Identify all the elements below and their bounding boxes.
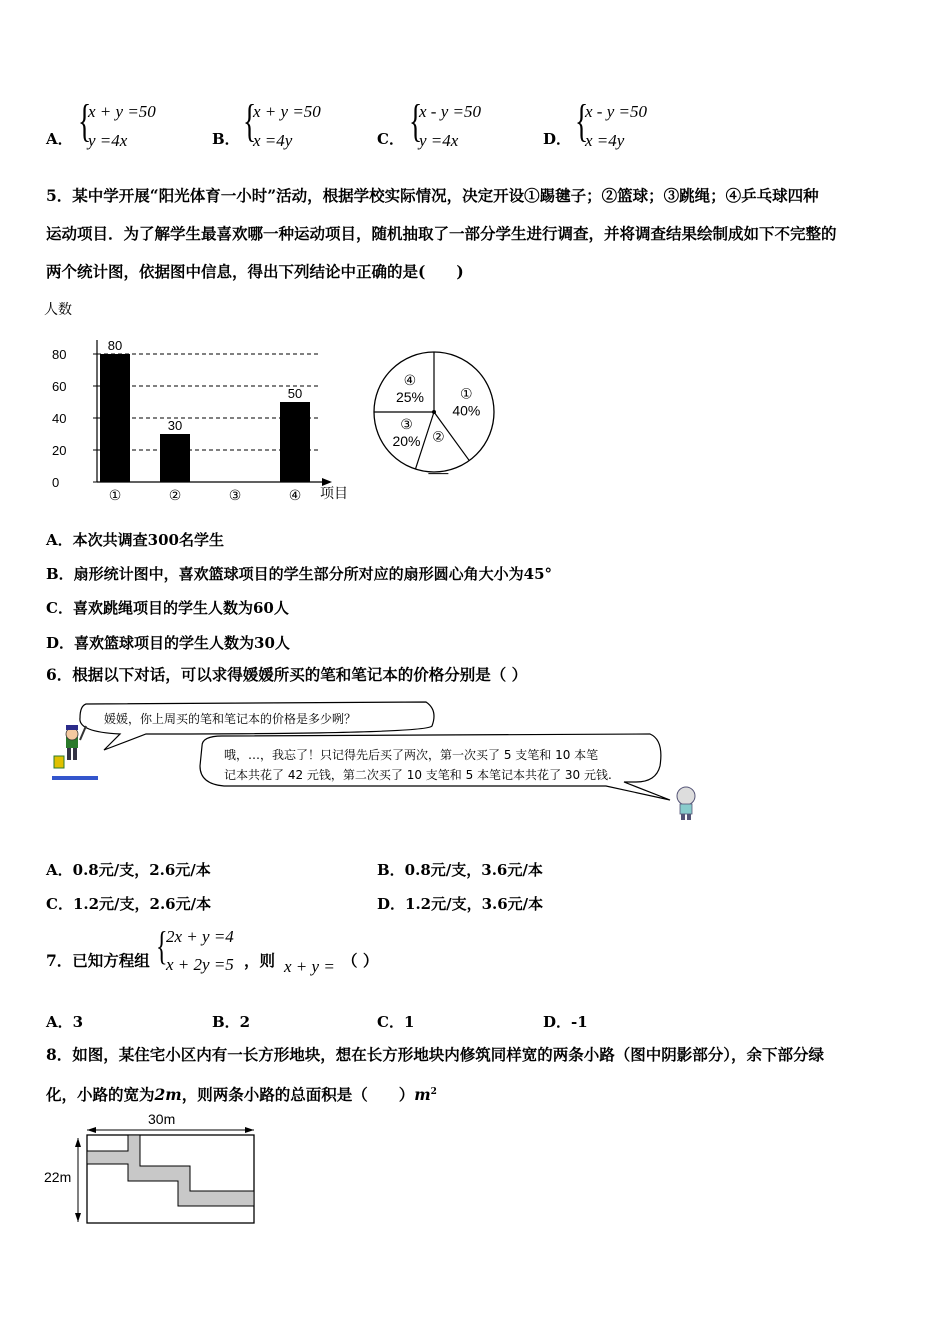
bar-1 — [100, 354, 130, 482]
pie-slice-label: ② — [432, 428, 445, 445]
q6-stem: 6．根据以下对话，可以求得媛媛所买的笔和笔记本的价格分别是（ ） — [46, 665, 528, 684]
q5-stem-line1: 5．某中学开展“阳光体育一小时”活动，根据学校实际情况，决定开设①踢毽子；②篮球；③跳绳；④乒乓球四种 — [46, 186, 819, 205]
pie-slice-percent: 40% — [452, 402, 481, 419]
brace: { — [156, 923, 168, 968]
pie-center — [432, 410, 436, 414]
girl-figure-icon — [677, 787, 695, 820]
bar-value-label: 50 — [287, 386, 303, 401]
q6-option-c[interactable]: C．1.2元/支，2.6元/本 — [46, 895, 212, 913]
pie-chart — [366, 346, 506, 482]
q7-eq2: x + 2y =5 — [166, 955, 234, 974]
fig-height-label: 22m — [44, 1169, 72, 1185]
q4-option-d-eq1: x - y =50 — [585, 102, 647, 121]
pie-slice-label: ④ — [403, 371, 417, 388]
q7-expr: x + y = — [284, 957, 335, 976]
q8-stem-line1: 8．如图，某住宅小区内有一长方形地块，想在长方形地块内修筑同样宽的两条小路（图中阴影部分），余下部分绿 — [46, 1045, 825, 1064]
bubble-2-text-line1: 哦，…，我忘了！只记得先后买了两次，第一次买了 5 支笔和 10 本笔 — [224, 748, 599, 762]
q4-option-a-eq2: y =4x — [88, 131, 128, 150]
bubble-2-text-line2: 记本共花了 42 元钱，第二次买了 10 支笔和 5 本笔记本共花了 30 元钱. — [224, 768, 612, 782]
boy-figure-icon — [52, 725, 98, 780]
brace: { — [78, 95, 92, 146]
y-tick-label: 60 — [52, 379, 67, 394]
x-tick-label: ④ — [288, 487, 302, 503]
q8-stem-line2: 化，小路的宽为2m，则两条小路的总面积是（ ）$m^2$ — [46, 1085, 437, 1105]
q4-option-a-label[interactable]: A． — [46, 130, 73, 148]
bar-chart-ylabel: 人数 — [44, 301, 72, 317]
q7-option-d[interactable]: D．-1 — [543, 1013, 588, 1031]
q6-option-b[interactable]: B．0.8元/支，3.6元/本 — [377, 861, 543, 879]
q4-option-b-label[interactable]: B． — [212, 130, 240, 148]
y-tick-label: 20 — [52, 443, 67, 458]
pie-slice-percent: 25% — [395, 388, 424, 405]
pie-slice-percent: 20% — [392, 432, 421, 449]
pie-slice-label: ③ — [400, 415, 413, 432]
q6-option-d[interactable]: D．1.2元/支，3.6元/本 — [377, 895, 544, 913]
pie-slice-label: ① — [460, 385, 473, 402]
q5-stem-line2: 运动项目．为了解学生最喜欢哪一种运动项目，随机抽取了一部分学生进行调查，并将调查结果绘制成如下不完整的 — [46, 224, 837, 243]
q7-option-a[interactable]: A．3 — [46, 1013, 84, 1031]
fig-width-label: 30m — [148, 1111, 176, 1127]
brace: { — [243, 95, 257, 146]
q4-option-c-eq2: y =4x — [419, 131, 459, 150]
bar-value-label: 80 — [107, 338, 123, 353]
bar-chart-xlabel: 项目 — [320, 485, 348, 501]
q4-option-d-eq2: x =4y — [585, 131, 625, 150]
q4-option-c-label[interactable]: C． — [377, 130, 404, 148]
q7-option-c[interactable]: C．1 — [377, 1013, 415, 1031]
q7-stem-prefix: 7．已知方程组 — [46, 951, 150, 970]
y-tick-label: 80 — [52, 347, 67, 362]
q6-option-a[interactable]: A．0.8元/支，2.6元/本 — [46, 861, 211, 879]
q5-option-a[interactable]: A．本次共调查300名学生 — [46, 531, 224, 549]
q4-option-c-eq1: x - y =50 — [419, 102, 481, 121]
brace: { — [575, 95, 589, 146]
bar-chart — [30, 296, 360, 508]
q5-option-d[interactable]: D．喜欢篮球项目的学生人数为30人 — [46, 634, 290, 652]
q4-option-b-eq1: x + y =50 — [253, 102, 321, 121]
y-tick-label: 0 — [52, 475, 60, 490]
rectangle-road-figure — [40, 1108, 280, 1234]
bar-value-label: 30 — [167, 418, 183, 433]
q7-then: ，则 — [244, 951, 276, 970]
q7-option-b[interactable]: B．2 — [212, 1013, 251, 1031]
x-tick-label: ③ — [228, 487, 242, 503]
x-tick-label: ① — [108, 487, 122, 503]
bar-4 — [280, 402, 310, 482]
q4-option-d-label[interactable]: D． — [543, 130, 572, 148]
bubble-1-text: 媛媛，你上周买的笔和笔记本的价格是多少咧？ — [104, 712, 357, 726]
y-tick-label: 40 — [52, 411, 67, 426]
brace: { — [409, 95, 423, 146]
q5-option-b[interactable]: B．扇形统计图中，喜欢篮球项目的学生部分所对应的扇形圆心角大小为45° — [46, 565, 553, 583]
q7-eq1: 2x + y =4 — [166, 927, 234, 946]
q5-stem-line3: 两个统计图，依据图中信息，得出下列结论中正确的是( ) — [46, 262, 464, 281]
x-tick-label: ② — [168, 487, 182, 503]
bar-2 — [160, 434, 190, 482]
q7-blank: （ ） — [342, 951, 379, 970]
q5-option-c[interactable]: C．喜欢跳绳项目的学生人数为60人 — [46, 599, 289, 617]
q4-option-a-eq1: x + y =50 — [88, 102, 156, 121]
q4-option-b-eq2: x =4y — [253, 131, 293, 150]
